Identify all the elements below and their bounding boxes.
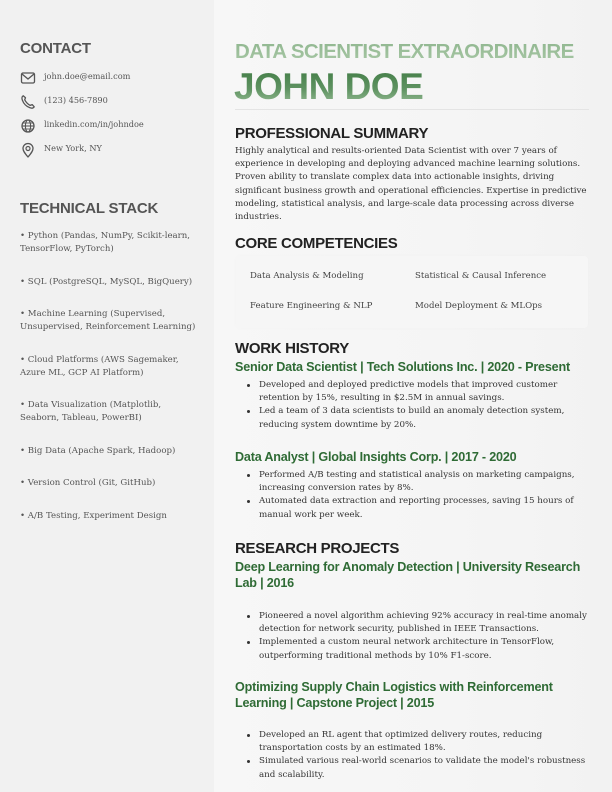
project-bullets — [259, 610, 595, 663]
stack-item-ab-testing: • A/B Testing, Experiment Design — [20, 511, 167, 521]
sidebar — [0, 0, 214, 792]
research-projects-heading: RESEARCH PROJECTS — [235, 540, 400, 557]
bullet-item: Automated data extraction and reporting processes, saving 15 hours of manual work per week. — [259, 495, 595, 521]
work-history-heading: WORK HISTORY — [235, 340, 349, 357]
technical-stack-heading: TECHNICAL STACK — [20, 200, 159, 217]
stack-item-data-visualization: • Data Visualization (Matplotlib, Seaborn, Tableau, PowerBI) — [20, 400, 162, 423]
location-text: New York, NY — [44, 143, 102, 153]
competency-item: Statistical & Causal Inference — [415, 271, 547, 281]
contact-location — [20, 143, 102, 157]
bullet-item: Led a team of 3 data scientists to build an anomaly detection system, reducing system downtime by 20%. — [259, 405, 595, 431]
header-divider — [235, 109, 589, 110]
competency-item: Data Analysis & Modeling — [250, 271, 364, 281]
bullet-item: Simulated various real-world scenarios to validate the model's robustness and scalability. — [259, 755, 595, 781]
bullet-item: Implemented a custom neural network architecture in TensorFlow, outperforming traditional methods by 10% F1-score. — [259, 636, 595, 662]
competency-item: Model Deployment & MLOps — [415, 301, 543, 311]
competency-item: Feature Engineering & NLP — [250, 301, 373, 311]
contact-heading: CONTACT — [20, 40, 91, 57]
stack-item-python: • Python (Pandas, NumPy, Scikit-learn, TensorFlow, PyTorch) — [20, 231, 191, 254]
bullet-item: Developed and deployed predictive models that improved customer retention by 15%, resulting in $2.5M in annual savings. — [259, 379, 595, 405]
mail-icon — [20, 70, 36, 86]
job-title-senior-data-scientist: Senior Data Scientist | Tech Solutions Inc. | 2020 - Present — [235, 360, 570, 374]
contact-linkedin[interactable] — [20, 119, 144, 133]
job-title-tagline: DATA SCIENTIST EXTRAORDINAIRE — [235, 40, 574, 63]
phone-text: (123) 456-7890 — [44, 95, 108, 105]
stack-item-machine-learning: • Machine Learning (Supervised, Unsupervised, Reinforcement Learning) — [20, 309, 196, 332]
contact-email[interactable] — [20, 71, 130, 85]
professional-summary-heading: PROFESSIONAL SUMMARY — [235, 125, 429, 142]
contact-phone[interactable] — [20, 95, 108, 109]
project-title-anomaly-detection: Deep Learning for Anomaly Detection | University Research Lab | 2016 — [235, 560, 581, 590]
linkedin-text: linkedin.com/in/johndoe — [44, 119, 144, 129]
stack-item-big-data: • Big Data (Apache Spark, Hadoop) — [20, 446, 176, 456]
globe-icon — [20, 118, 36, 134]
candidate-name: JOHN DOE — [234, 66, 424, 107]
bullet-item: Performed A/B testing and statistical analysis on marketing campaigns, increasing conversion rates by 8%. — [259, 469, 595, 495]
email-text: john.doe@email.com — [44, 71, 131, 81]
core-competencies-heading: CORE COMPETENCIES — [235, 235, 398, 252]
bullet-item: Developed an RL agent that optimized delivery routes, reducing transportation costs by an estimated 18%. — [259, 729, 595, 755]
competencies-box — [236, 256, 588, 328]
stack-item-version-control: • Version Control (Git, GitHub) — [20, 478, 156, 488]
job-bullets — [259, 379, 595, 432]
location-pin-icon — [20, 142, 36, 158]
phone-icon — [20, 94, 36, 110]
project-bullets — [259, 729, 595, 782]
job-bullets — [259, 469, 595, 522]
stack-item-sql: • SQL (PostgreSQL, MySQL, BigQuery) — [20, 277, 193, 287]
main-content — [214, 0, 612, 792]
job-title-data-analyst: Data Analyst | Global Insights Corp. | 2017 - 2020 — [235, 450, 517, 464]
stack-item-cloud-platforms: • Cloud Platforms (AWS Sagemaker, Azure ML, GCP AI Platform) — [20, 355, 179, 378]
professional-summary-text: Highly analytical and results-oriented Data Scientist with over 7 years of experience in developing and deploying advanced machine learning solutions. Proven ability to translate complex data into actionable insights, driving significant business growth and operational efficiencies. Expertise in predictive modeling, statistical analysis, and large-scale data processing across diverse industries. — [235, 146, 587, 223]
project-title-supply-chain: Optimizing Supply Chain Logistics with Reinforcement Learning | Capstone Project | 2015 — [235, 680, 553, 710]
bullet-item: Pioneered a novel algorithm achieving 92% accuracy in real-time anomaly detection for network security, published in IEEE Transactions. — [259, 610, 595, 636]
